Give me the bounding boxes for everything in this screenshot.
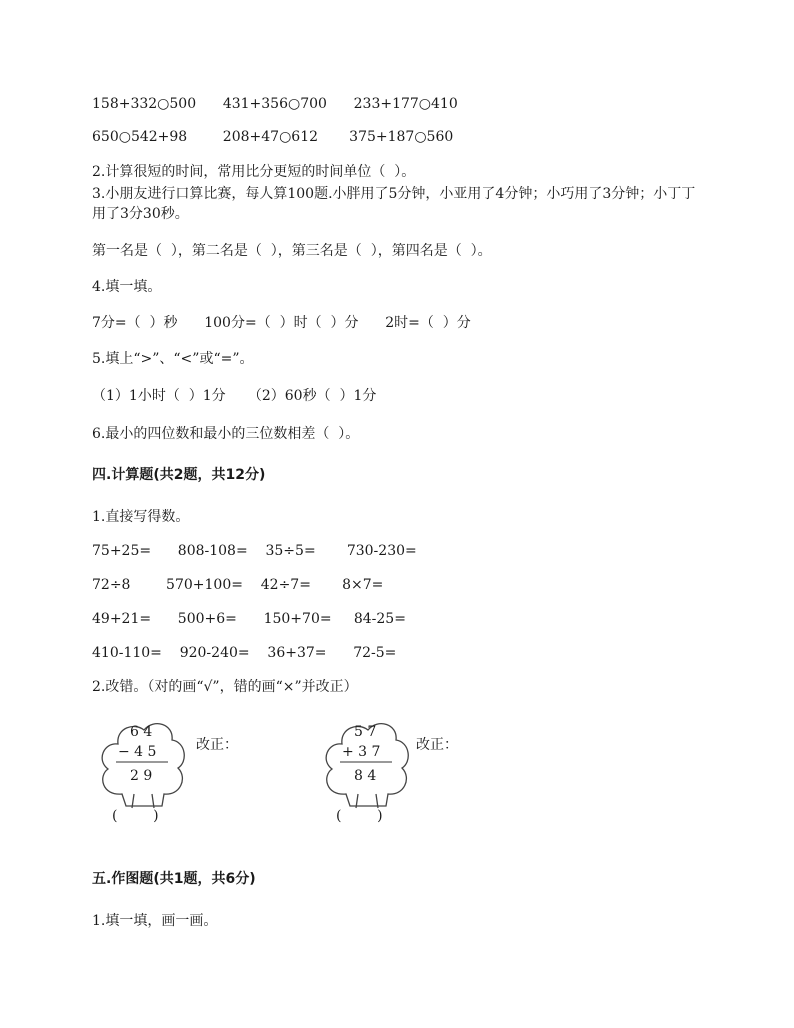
tree-2-operand: + 3 7 xyxy=(342,744,381,760)
calc-row-3: 49+21= 500+6= 150+70= 84-25= xyxy=(92,611,406,627)
calc-row-4: 410-110= 920-240= 36+37= 72-5= xyxy=(92,645,397,661)
question-3: 3.小朋友进行口算比赛，每人算100题.小胖用了5分钟，小亚用了4分钟；小巧用了3分钟；小丁丁用了3分30秒。 xyxy=(92,186,696,222)
tree-2-top: 5 7 xyxy=(354,724,377,740)
compare-row-1: 158+332○500 431+356○700 233+177○410 xyxy=(92,96,458,112)
tree-2-result: 8 4 xyxy=(354,768,377,784)
question-4-items: 7分=（ ）秒 100分=（ ）时（ ）分 2时=（ ）分 xyxy=(92,315,471,331)
tree-1-result: 2 9 xyxy=(130,768,153,784)
section-4-title: 四.计算题(共2题，共12分) xyxy=(92,467,266,483)
section-5-question-1: 1.填一填，画一画。 xyxy=(92,913,218,929)
correction-tree-2 xyxy=(316,714,416,829)
question-4: 4.填一填。 xyxy=(92,279,162,295)
question-5-items: （1）1小时（ ）1分 （2）60秒（ ）1分 xyxy=(92,388,377,404)
tree-1-fix-label: 改正： xyxy=(196,737,238,753)
compare-row-2: 650○542+98 208+47○612 375+187○560 xyxy=(92,129,454,145)
tree-1-paren[interactable]: ( ) xyxy=(112,808,159,824)
tree-2-paren[interactable]: ( ) xyxy=(336,808,383,824)
calc-row-2: 72÷8 570+100= 42÷7= 8×7= xyxy=(92,577,384,593)
question-5: 5.填上“>”、“<”或“=”。 xyxy=(92,351,254,367)
tree-2-fix-label: 改正： xyxy=(416,737,458,753)
question-6: 6.最小的四位数和最小的三位数相差（ ）。 xyxy=(92,426,360,442)
section-4-question-1: 1.直接写得数。 xyxy=(92,509,190,525)
tree-1-operand: − 4 5 xyxy=(118,744,157,760)
question-3-blanks: 第一名是（ ），第二名是（ ），第三名是（ ），第四名是（ ）。 xyxy=(92,243,492,259)
correction-tree-1 xyxy=(92,714,192,829)
calc-row-1: 75+25= 808-108= 35÷5= 730-230= xyxy=(92,543,417,559)
section-4-question-2: 2.改错。（对的画“√”，错的画“×”并改正） xyxy=(92,679,358,695)
section-5-title: 五.作图题(共1题，共6分) xyxy=(92,871,256,887)
question-2: 2.计算很短的时间，常用比分更短的时间单位（ ）。 xyxy=(92,164,416,180)
tree-1-top: 6 4 xyxy=(130,724,153,740)
